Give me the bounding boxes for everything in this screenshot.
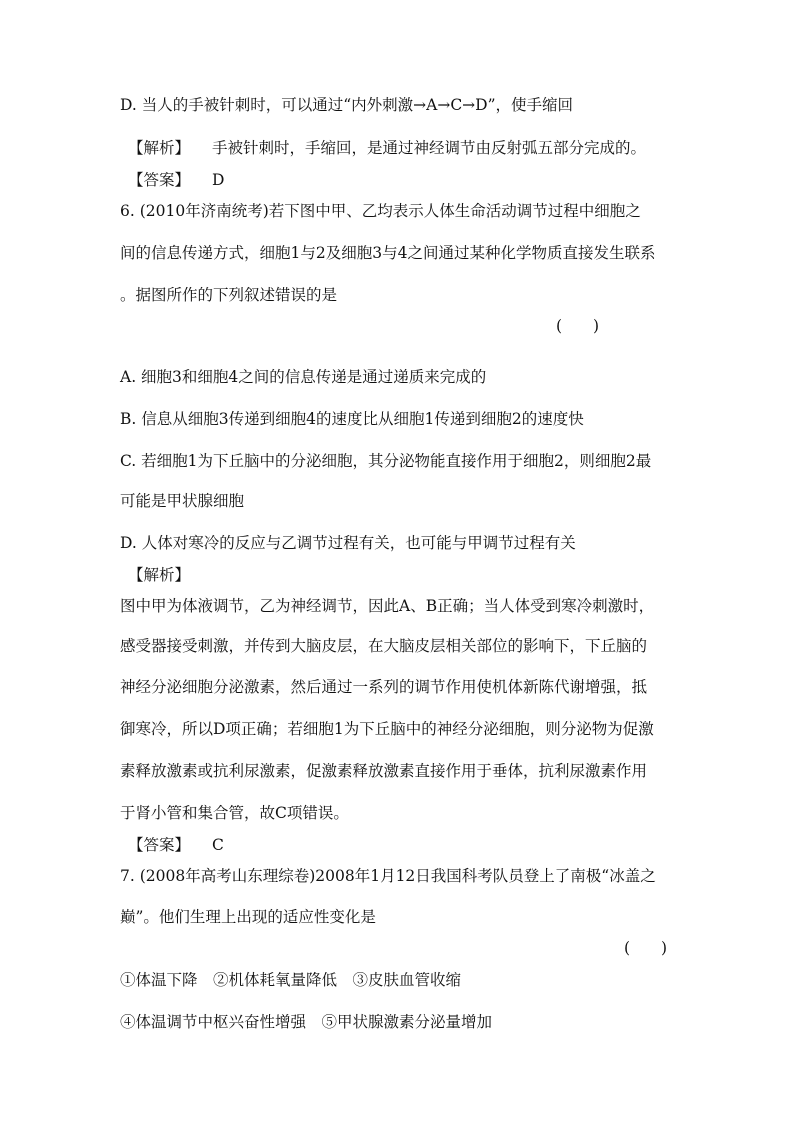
q6-analysis-line: 图中甲为体液调节，乙为神经调节，因此A、B正确；当人体受到寒冷刺激时， [120,597,655,615]
q7-stem-line2: 巅”。他们生理上出现的适应性变化是 [120,908,376,926]
analysis-label: 【解析】 [128,139,191,157]
answer-value: D [212,171,225,189]
answer-label: 【答案】 [128,836,191,854]
q6-answer-blank: ( ) [556,317,600,335]
q6-analysis-line: 素释放激素或抗利尿激素，促激素释放激素直接作用于垂体，抗利尿激素作用 [120,762,648,780]
answer-label: 【答案】 [128,171,191,189]
q5-option-d: D. 当人的手被针刺时，可以通过“内外刺激→A→C→D”，使手缩回 [120,96,574,114]
q6-option-c-line1: C. 若细胞1为下丘脑中的分泌细胞，其分泌物能直接作用于细胞2，则细胞2最 [120,452,652,470]
answer-value: C [212,836,224,854]
q7-items-line2: ④体温调节中枢兴奋性增强 ⑤甲状腺激素分泌量增加 [120,1013,493,1031]
q6-stem-line1: 6. (2010年济南统考)若下图中甲、乙均表示人体生命活动调节过程中细胞之 [120,202,641,220]
q7-items-line1: ①体温下降 ②机体耗氧量降低 ③皮肤血管收缩 [120,971,462,989]
q6-option-a: A. 细胞3和细胞4之间的信息传递是通过递质来完成的 [120,368,487,386]
q6-option-c-line2: 可能是甲状腺细胞 [120,492,245,510]
q6-analysis-line: 于肾小管和集合管，故C项错误。 [120,804,349,822]
q6-stem-line3: 。据图所作的下列叙述错误的是 [120,286,338,304]
q6-option-b: B. 信息从细胞3传递到细胞4的速度比从细胞1传递到细胞2的速度快 [120,410,584,428]
q6-analysis-line: 感受器接受刺激，并传到大脑皮层，在大脑皮层相关部位的影响下，下丘脑的 [120,637,648,655]
q5-analysis [128,138,646,158]
q6-analysis-label: 【解析】 [128,566,191,584]
q5-answer [128,170,224,190]
q6-analysis-line: 御寒冷，所以D项正确；若细胞1为下丘脑中的神经分泌细胞，则分泌物为促激 [120,720,654,738]
q6-answer [128,835,224,855]
q6-analysis-line: 神经分泌细胞分泌激素，然后通过一系列的调节作用使机体新陈代谢增强，抵 [120,678,648,696]
q7-answer-blank: ( ) [624,939,668,957]
q6-stem-line2: 间的信息传递方式，细胞1与2及细胞3与4之间通过某种化学物质直接发生联系 [120,244,656,262]
q6-option-d: D. 人体对寒冷的反应与乙调节过程有关，也可能与甲调节过程有关 [120,534,576,552]
q7-stem-line1: 7. (2008年高考山东理综卷)2008年1月12日我国科考队员登上了南极“冰盖之 [120,867,656,885]
analysis-text: 手被针刺时，手缩回，是通过神经调节由反射弧五部分完成的。 [212,139,647,157]
